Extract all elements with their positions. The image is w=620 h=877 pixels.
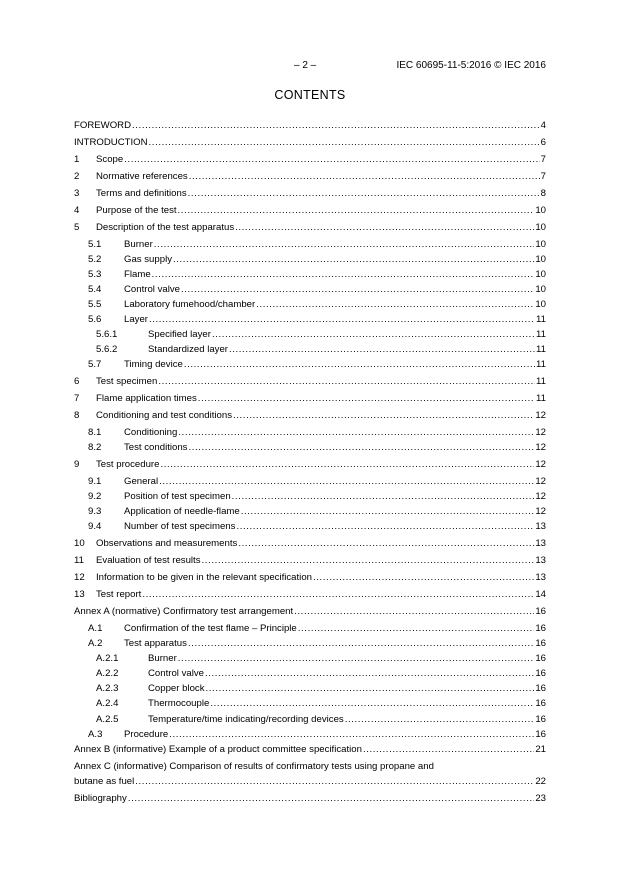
toc-entry[interactable] bbox=[74, 186, 546, 201]
toc-entry[interactable] bbox=[74, 203, 546, 218]
toc-entry[interactable] bbox=[74, 489, 546, 504]
toc-entry-page: 10 bbox=[535, 283, 546, 295]
toc-entry-number: 9.2 bbox=[88, 491, 102, 503]
toc-entry-page: 6 bbox=[540, 136, 546, 148]
dot-leader bbox=[189, 169, 540, 184]
toc-entry-page: 16 bbox=[535, 728, 546, 740]
dot-leader bbox=[241, 504, 535, 519]
dot-leader bbox=[232, 489, 535, 504]
toc-entry-page: 13 bbox=[535, 521, 546, 533]
dot-leader bbox=[198, 391, 535, 406]
toc-entry[interactable] bbox=[74, 651, 546, 666]
toc-entry-number: A.2.2 bbox=[96, 668, 119, 680]
document-identifier: IEC 60695-11-5:2016 © IEC 2016 bbox=[396, 60, 546, 71]
toc-entry-page: 11 bbox=[536, 344, 546, 356]
toc-entry-page: 12 bbox=[535, 459, 546, 471]
toc-entry-number: 5.6 bbox=[88, 314, 102, 326]
toc-entry-page: 12 bbox=[535, 410, 546, 422]
toc-entry-number: 11 bbox=[74, 555, 84, 567]
toc-entry-page: 22 bbox=[535, 775, 546, 787]
dot-leader bbox=[202, 553, 535, 568]
dot-leader bbox=[206, 681, 535, 696]
toc-entry[interactable] bbox=[74, 374, 546, 389]
toc-entry-title: Timing device bbox=[124, 359, 183, 371]
toc-entry-number: 9 bbox=[74, 459, 80, 471]
toc-entry-number: 5.5 bbox=[88, 298, 102, 310]
dot-leader bbox=[181, 282, 534, 297]
toc-entry[interactable] bbox=[74, 536, 546, 551]
toc-entry-number: 8 bbox=[74, 410, 80, 422]
toc-entry[interactable] bbox=[74, 727, 546, 742]
toc-entry-number: 9.4 bbox=[88, 521, 102, 533]
toc-entry-title: Flame bbox=[124, 268, 151, 280]
dot-leader bbox=[149, 312, 535, 327]
dot-leader bbox=[159, 474, 534, 489]
toc-entry-title: Procedure bbox=[124, 728, 169, 740]
toc-entry[interactable] bbox=[74, 621, 546, 636]
dot-leader bbox=[256, 297, 534, 312]
page-header bbox=[0, 60, 620, 74]
toc-entry-number: A.2.5 bbox=[96, 713, 119, 725]
dot-leader bbox=[178, 651, 535, 666]
toc-entry-number: 5.1 bbox=[88, 238, 102, 250]
toc-entry-number: 5.6.2 bbox=[96, 344, 118, 356]
toc-entry-title: Conditioning bbox=[124, 427, 178, 439]
toc-entry-title: Description of the test apparatus bbox=[96, 221, 235, 233]
toc-entry-number: 4 bbox=[74, 204, 80, 216]
toc-entry[interactable] bbox=[74, 135, 546, 150]
toc-entry[interactable] bbox=[74, 504, 546, 519]
toc-entry-title: Copper block bbox=[148, 683, 205, 695]
dot-leader bbox=[238, 536, 534, 551]
dot-leader bbox=[205, 666, 534, 681]
toc-entry-title: Position of test specimen bbox=[124, 491, 231, 503]
toc-entry-number: A.2.4 bbox=[96, 698, 119, 710]
toc-entry-page: 12 bbox=[535, 506, 546, 518]
toc-entry[interactable] bbox=[74, 408, 546, 423]
toc-entry-title: Laboratory fumehood/chamber bbox=[124, 298, 256, 310]
toc-entry-number: 5.6.1 bbox=[96, 329, 118, 341]
dot-leader bbox=[210, 696, 534, 711]
toc-entry[interactable] bbox=[74, 169, 546, 184]
toc-entry-number: 5.3 bbox=[88, 268, 102, 280]
toc-entry-page: 10 bbox=[535, 298, 546, 310]
toc-entry-page: 16 bbox=[535, 622, 546, 634]
toc-entry-title: Terms and definitions bbox=[96, 187, 187, 199]
toc-entry-title-line: Annex C (informative) Comparison of results of confirmatory tests using propane and bbox=[74, 760, 434, 772]
toc-entry-page: 7 bbox=[540, 170, 546, 182]
toc-entry-number: 3 bbox=[74, 187, 80, 199]
toc-entry-page: 7 bbox=[540, 153, 546, 165]
toc-entry-title: Application of needle-flame bbox=[124, 506, 240, 518]
dot-leader bbox=[135, 774, 534, 789]
toc-entry-title: Test procedure bbox=[96, 459, 160, 471]
toc-entry[interactable] bbox=[74, 152, 546, 167]
toc-entry-number: A.2 bbox=[88, 638, 103, 650]
toc-entry-number: 10 bbox=[74, 538, 85, 550]
toc-entry[interactable] bbox=[74, 587, 546, 602]
dot-leader bbox=[298, 621, 535, 636]
toc-entry-title: Confirmation of the test flame – Principle bbox=[124, 622, 297, 634]
dot-leader bbox=[154, 237, 535, 252]
toc-entry[interactable] bbox=[74, 440, 546, 455]
dot-leader bbox=[184, 357, 535, 372]
toc-entry[interactable] bbox=[74, 519, 546, 534]
toc-entry-number: 6 bbox=[74, 376, 80, 388]
toc-entry-page: 10 bbox=[535, 238, 546, 250]
toc-entry-page: 13 bbox=[535, 555, 546, 567]
toc-entry-title: Observations and measurements bbox=[96, 538, 238, 550]
toc-entry-title: Information to be given in the relevant specification bbox=[96, 572, 312, 584]
toc-entry-title: butane as fuel bbox=[74, 775, 135, 787]
toc-entry-number: 12 bbox=[74, 572, 85, 584]
toc-entry-title: INTRODUCTION bbox=[74, 136, 148, 148]
toc-entry-number: A.3 bbox=[88, 728, 103, 740]
toc-entry-title: Layer bbox=[124, 314, 148, 326]
contents-heading: CONTENTS bbox=[274, 88, 346, 102]
toc-entry-title: Normative references bbox=[96, 170, 188, 182]
toc-entry-page: 11 bbox=[536, 376, 546, 388]
dot-leader bbox=[236, 519, 534, 534]
toc-entry[interactable] bbox=[74, 696, 546, 711]
toc-entry-title: Test apparatus bbox=[124, 638, 187, 650]
toc-entry-number: 7 bbox=[74, 393, 80, 405]
toc-entry-number: 9.1 bbox=[88, 476, 102, 488]
toc-entry-page: 12 bbox=[535, 476, 546, 488]
dot-leader bbox=[188, 440, 534, 455]
dot-leader bbox=[233, 408, 534, 423]
toc-entry-number: 5.2 bbox=[88, 253, 102, 265]
toc-entry-page: 12 bbox=[535, 427, 546, 439]
toc-entry-title: FOREWORD bbox=[74, 120, 132, 131]
toc-entry-title: Conditioning and test conditions bbox=[96, 410, 233, 422]
toc-entry-page: 12 bbox=[535, 491, 546, 503]
toc-entry-title: Burner bbox=[148, 653, 177, 665]
toc-entry-title: Test specimen bbox=[96, 376, 158, 388]
toc-entry[interactable] bbox=[74, 297, 546, 312]
dot-leader bbox=[313, 570, 534, 585]
toc-entry-page: 11 bbox=[536, 329, 546, 341]
toc-entry-page: 16 bbox=[535, 698, 546, 710]
toc-entry-title: Evaluation of test results bbox=[96, 555, 201, 567]
toc-entry[interactable] bbox=[74, 666, 546, 681]
toc-entry[interactable] bbox=[74, 267, 546, 282]
dot-leader bbox=[178, 203, 535, 218]
dot-leader bbox=[132, 118, 540, 133]
toc-entry-page: 12 bbox=[535, 442, 546, 454]
toc-entry-page: 16 bbox=[535, 653, 546, 665]
toc-entry-title: Gas supply bbox=[124, 253, 172, 265]
toc-entry-page: 11 bbox=[536, 359, 546, 371]
toc-entry-page: 4 bbox=[540, 120, 546, 131]
toc-entry[interactable] bbox=[74, 425, 546, 440]
toc-entry-page: 16 bbox=[535, 713, 546, 725]
toc-entry-number: 8.1 bbox=[88, 427, 102, 439]
toc-entry-title: Scope bbox=[96, 153, 124, 165]
dot-leader bbox=[169, 727, 534, 742]
toc-entry-number: 1 bbox=[74, 153, 80, 165]
toc-entry-number: A.1 bbox=[88, 622, 103, 634]
toc-entry-title: Specified layer bbox=[148, 329, 211, 341]
toc-entry[interactable] bbox=[74, 474, 546, 489]
toc-entry-page: 21 bbox=[535, 743, 546, 755]
toc-entry[interactable] bbox=[74, 118, 546, 133]
toc-entry-page: 10 bbox=[535, 253, 546, 265]
toc-entry-number: 9.3 bbox=[88, 506, 102, 518]
toc-entry[interactable] bbox=[74, 712, 546, 727]
dot-leader bbox=[345, 712, 535, 727]
dot-leader bbox=[363, 742, 534, 757]
toc-entry-page: 23 bbox=[535, 792, 546, 804]
toc-entry[interactable] bbox=[74, 312, 546, 327]
dot-leader bbox=[212, 327, 535, 342]
toc-entry-page: 14 bbox=[535, 589, 546, 601]
dot-leader bbox=[152, 267, 535, 282]
toc-entry-title: Purpose of the test bbox=[96, 204, 177, 216]
toc-entry-number: A.2.3 bbox=[96, 683, 119, 695]
toc-entry-page: 16 bbox=[535, 606, 546, 617]
toc-entry[interactable] bbox=[74, 391, 546, 406]
dot-leader bbox=[158, 374, 535, 389]
toc-entry-title: Annex B (informative) Example of a product committee specification bbox=[74, 743, 362, 755]
toc-entry-page: 10 bbox=[535, 268, 546, 280]
toc-entry[interactable] bbox=[74, 791, 546, 806]
toc-entry[interactable] bbox=[74, 742, 546, 757]
toc-entry-title: Temperature/time indicating/recording devices bbox=[148, 713, 344, 725]
toc-entry[interactable] bbox=[74, 759, 546, 789]
dot-leader bbox=[124, 152, 539, 167]
toc-entry[interactable] bbox=[74, 636, 546, 651]
toc-entry[interactable] bbox=[74, 553, 546, 568]
toc-entry[interactable] bbox=[74, 570, 546, 585]
toc-entry[interactable] bbox=[74, 327, 546, 342]
toc-entry-title: General bbox=[124, 476, 159, 488]
toc-entry-page: 16 bbox=[535, 668, 546, 680]
toc-entry[interactable] bbox=[74, 457, 546, 472]
toc-entry[interactable] bbox=[74, 681, 546, 696]
toc-entry-page: 10 bbox=[535, 221, 546, 233]
table-of-contents bbox=[74, 118, 546, 806]
toc-entry-number: 5.7 bbox=[88, 359, 102, 371]
toc-entry[interactable] bbox=[74, 357, 546, 372]
toc-entry-number: 8.2 bbox=[88, 442, 102, 454]
toc-entry-title: Control valve bbox=[124, 283, 180, 295]
dot-leader bbox=[294, 604, 534, 619]
toc-entry-number: 13 bbox=[74, 589, 85, 601]
toc-entry[interactable] bbox=[74, 282, 546, 297]
toc-entry[interactable] bbox=[74, 342, 546, 357]
toc-entry-title: Test conditions bbox=[124, 442, 188, 454]
toc-entry[interactable] bbox=[74, 252, 546, 267]
toc-entry[interactable] bbox=[74, 237, 546, 252]
dot-leader bbox=[188, 636, 534, 651]
toc-entry-number: 5.4 bbox=[88, 283, 102, 295]
toc-entry-number: A.2.1 bbox=[96, 653, 119, 665]
dot-leader bbox=[173, 252, 534, 267]
page-number: – 2 – bbox=[294, 60, 317, 71]
toc-entry-number: 2 bbox=[74, 170, 80, 182]
dot-leader bbox=[128, 791, 535, 806]
toc-entry-title: Flame application times bbox=[96, 393, 197, 405]
toc-entry[interactable] bbox=[74, 220, 546, 235]
dot-leader bbox=[178, 425, 534, 440]
dot-leader bbox=[149, 135, 540, 150]
dot-leader bbox=[235, 220, 534, 235]
toc-entry-page: 16 bbox=[535, 683, 546, 695]
toc-entry-title: Standardized layer bbox=[148, 344, 228, 356]
toc-entry-title: Annex A (normative) Confirmatory test arrangement bbox=[74, 606, 294, 617]
toc-entry-page: 11 bbox=[536, 314, 546, 326]
toc-entry-title: Number of test specimens bbox=[124, 521, 236, 533]
toc-entry[interactable] bbox=[74, 604, 546, 619]
toc-entry-title: Thermocouple bbox=[148, 698, 210, 710]
toc-entry-page: 16 bbox=[535, 638, 546, 650]
toc-entry-title: Burner bbox=[124, 238, 153, 250]
toc-entry-page: 11 bbox=[536, 393, 546, 405]
dot-leader bbox=[160, 457, 534, 472]
toc-entry-title: Test report bbox=[96, 589, 142, 601]
toc-entry-page: 8 bbox=[540, 187, 546, 199]
dot-leader bbox=[229, 342, 535, 357]
toc-entry-title: Control valve bbox=[148, 668, 204, 680]
dot-leader bbox=[188, 186, 540, 201]
toc-entry-title: Bibliography bbox=[74, 792, 127, 804]
toc-entry-page: 13 bbox=[535, 572, 546, 584]
toc-entry-page: 13 bbox=[535, 538, 546, 550]
toc-entry-page: 10 bbox=[535, 204, 546, 216]
dot-leader bbox=[142, 587, 534, 602]
toc-entry-number: 5 bbox=[74, 221, 80, 233]
